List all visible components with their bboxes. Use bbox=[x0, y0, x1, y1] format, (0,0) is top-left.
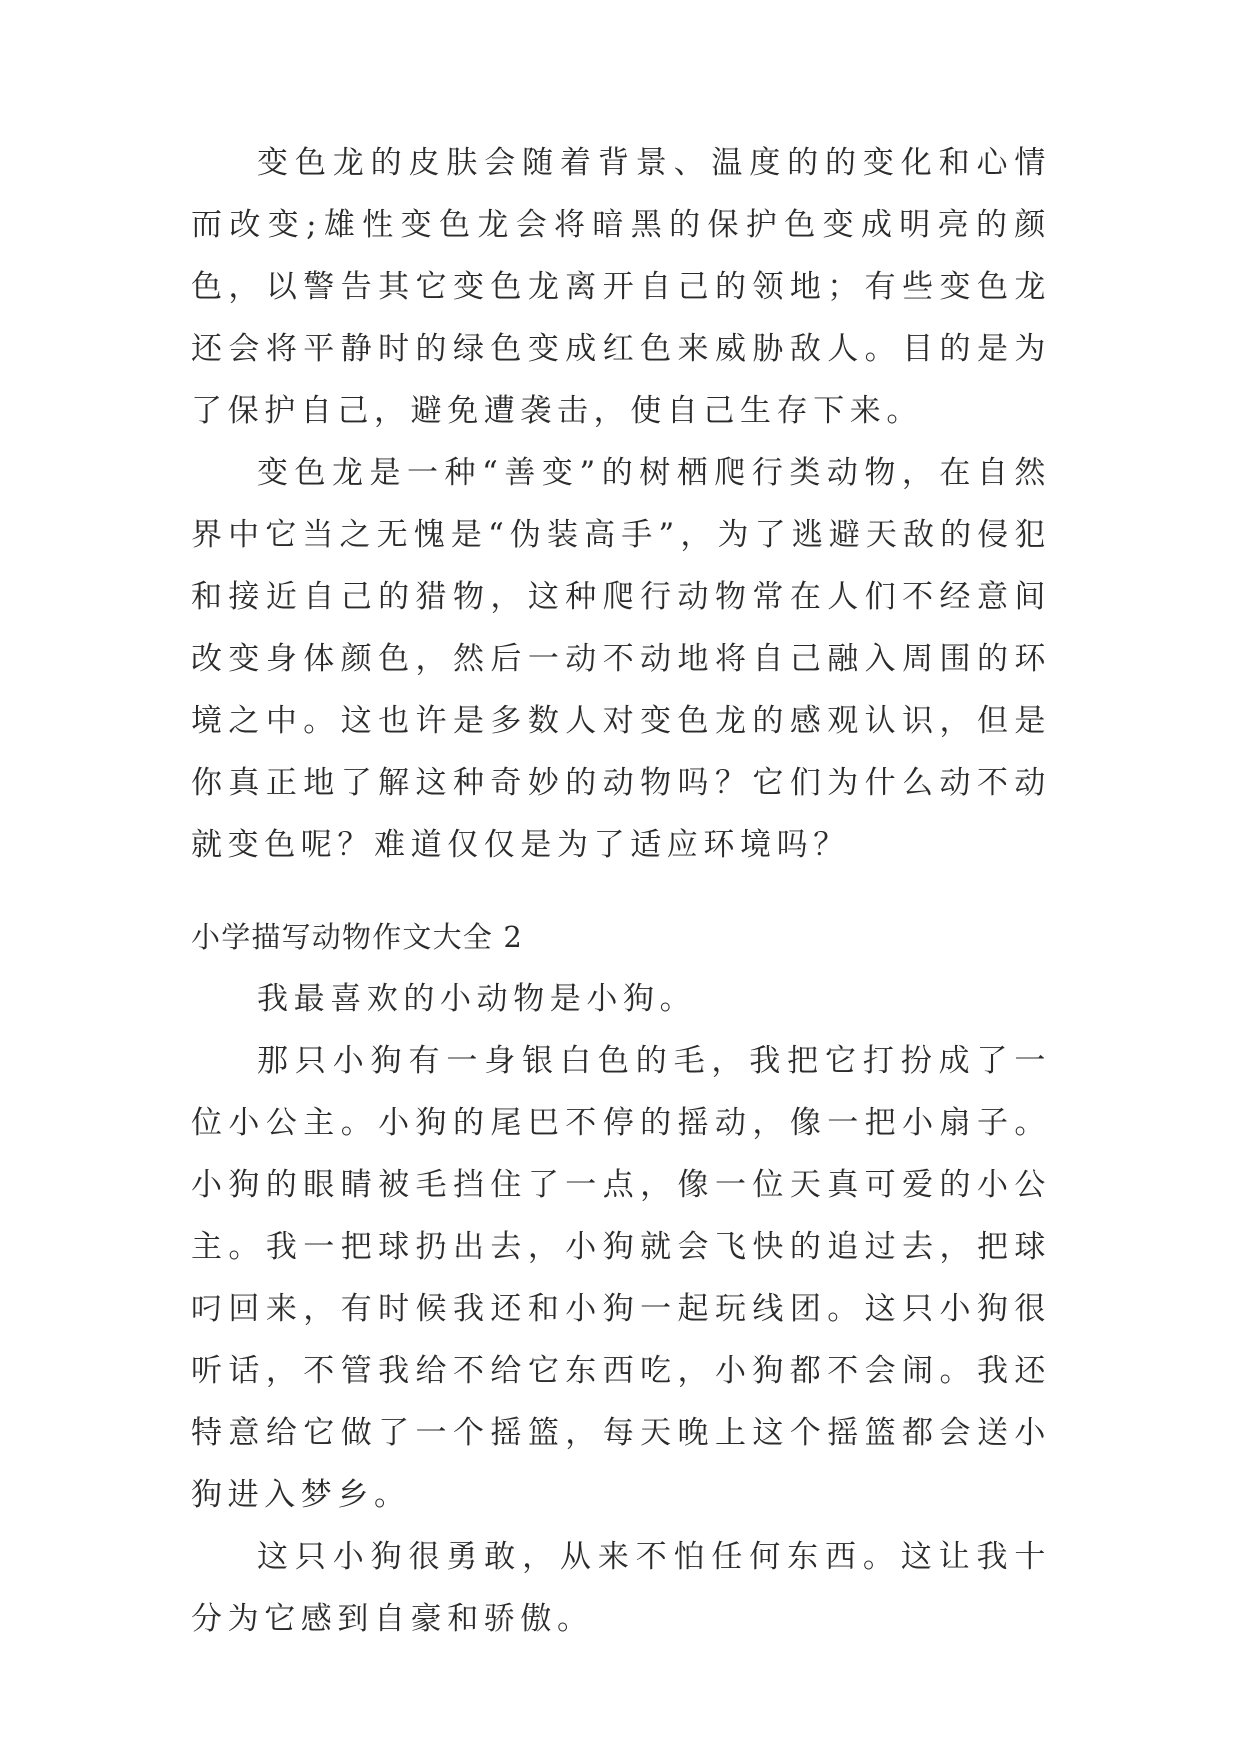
paragraph-chameleon-camouflage: 变色龙是一种“善变”的树栖爬行类动物，在自然界中它当之无愧是“伪装高手”，为了逃避天敌的侵犯和接近自己的猎物，这种爬行动物常在人们不经意间改变身体颜色，然后一动不动地将自己融入周围的环境之中。这也许是多数人对变色龙的感观认识，但是你真正地了解这种奇妙的动物吗？它们为什么动不动就变色呢？难道仅仅是为了适应环境吗？ bbox=[191, 455, 1051, 863]
paragraph-puppy-brave: 这只小狗很勇敢，从来不怕任何东西。这让我十分为它感到自豪和骄傲。 bbox=[191, 1539, 1051, 1637]
paragraph-puppy-description: 那只小狗有一身银白色的毛，我把它打扮成了一位小公主。小狗的尾巴不停的摇动，像一把小扇子。小狗的眼睛被毛挡住了一点，像一位天真可爱的小公主。我一把球扔出去，小狗就会飞快的追过去，把球叼回来，有时候我还和小狗一起玩线团。这只小狗很听话，不管我给不给它东西吃，小狗都不会闹。我还特意给它做了一个摇篮，每天晚上这个摇篮都会送小狗进入梦乡。 bbox=[191, 1043, 1051, 1513]
article-part-2 bbox=[191, 906, 1051, 1650]
section-title: 小学描写动物作文大全 2 bbox=[191, 920, 524, 954]
article-part-1 bbox=[191, 132, 1051, 876]
paragraph-favorite-animal: 我最喜欢的小动物是小狗。 bbox=[257, 981, 697, 1017]
paragraph-chameleon-skin: 变色龙的皮肤会随着背景、温度的的变化和心情而改变;雄性变色龙会将暗黑的保护色变成明亮的颜色，以警告其它变色龙离开自己的领地；有些变色龙还会将平静时的绿色变成红色来威胁敌人。目的是为了保护自己，避免遭袭击，使自己生存下来。 bbox=[191, 145, 1051, 429]
